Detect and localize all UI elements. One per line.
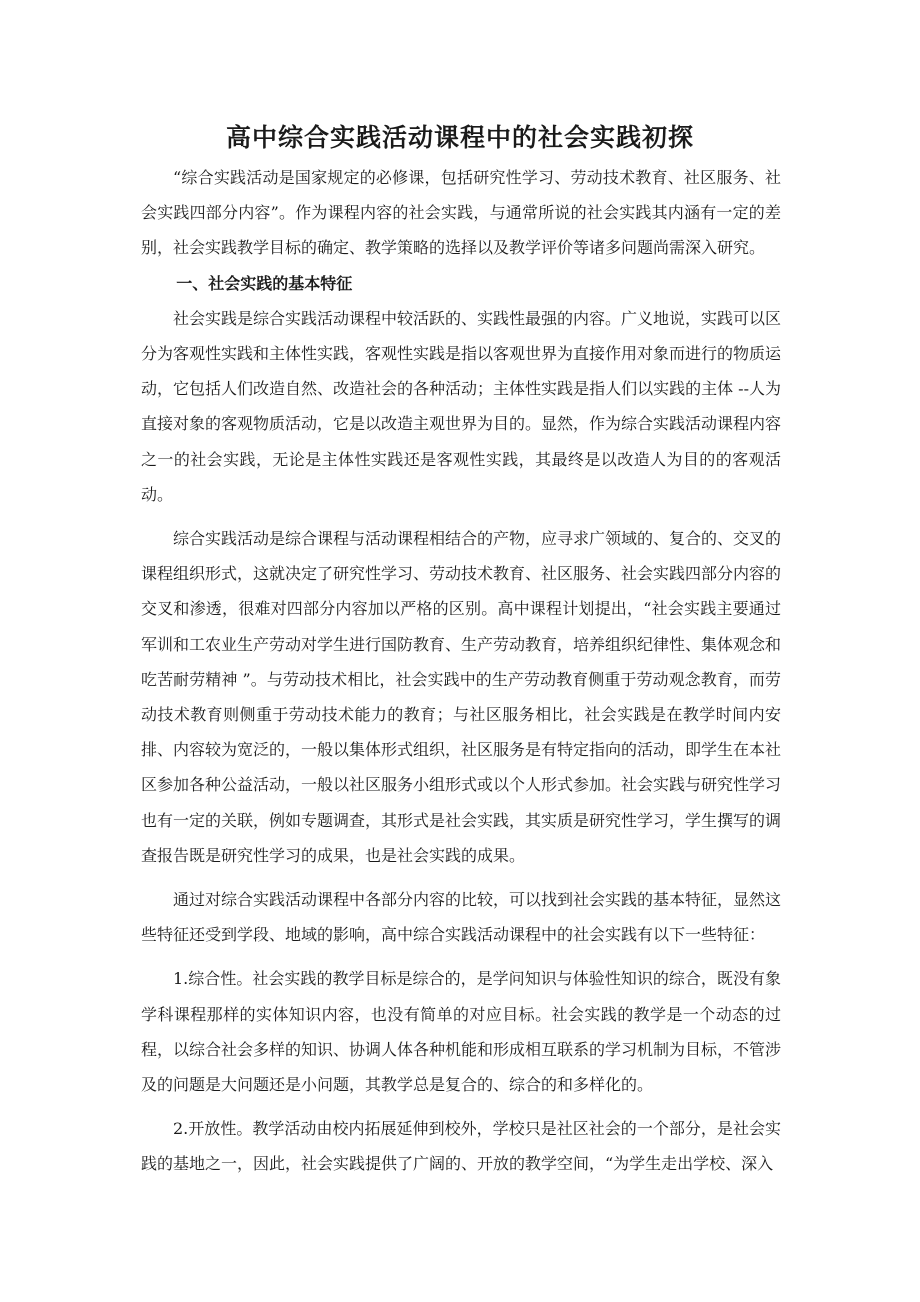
list-item-paragraph: 1.综合性。社会实践的教学目标是综合的，是学问知识与体验性知识的综合，既没有象学科课程那样的实体知识内容，也没有简单的对应目标。社会实践的教学是一个动态的过程，以综合社会多样的知识、协调人体各种机能和形成相互联系的学习机制为目标，不管涉及的问题是大问题还是小问题，其教学总是复合的、综合的和多样化的。 (141, 969, 782, 1095)
document-body (141, 160, 781, 1182)
body-paragraph: 综合实践活动是综合课程与活动课程相结合的产物，应寻求广领域的、复合的、交叉的课程组织形式，这就决定了研究性学习、劳动技术教育、社区服务、社会实践四部分内容的交叉和渗透，很难对四部分内容加以严格的区别。高中课程计划提出，“社会实践主要通过军训和工农业生产劳动对学生进行国防教育、生产劳动教育，培养组织纪律性、集体观念和吃苦耐劳精神 ”。与劳动技术相比，社会实践中的生产劳动教育侧重于劳动观念教育，而劳动技术教育则侧重于劳动技术能力的教育；与社区服务相比，社会实践是在教学时间内安排、内容较为宽泛的，一般以集体形式组织，社区服务是有特定指向的活动，即学生在本社区参加各种公益活动，一般以社区服务小组形式或以个人形式参加。社会实践与研究性学习也有一定的关联，例如专题调查，其形式是社会实践，其实质是研究性学习，学生撰写的调查报告既是研究性学习的成果，也是社会实践的成果。 (141, 529, 782, 865)
body-paragraph: 通过对综合实践活动课程中各部分内容的比较，可以找到社会实践的基本特征，显然这些特征还受到学段、地域的影响，高中综合实践活动课程中的社会实践有以下一些特征： (141, 890, 782, 945)
document-title: 高中综合实践活动课程中的社会实践初探 (225, 123, 694, 152)
intro-paragraph: “综合实践活动是国家规定的必修课，包括研究性学习、劳动技术教育、社区服务、社会实践四部分内容”。作为课程内容的社会实践，与通常所说的社会实践其内涵有一定的差别，社会实践教学目标的确定、教学策略的选择以及教学评价等诸多问题尚需深入研究。 (141, 168, 781, 258)
list-item-paragraph: 2.开放性。教学活动由校内拓展延伸到校外，学校只是社区社会的一个部分，是社会实践的基地之一，因此，社会实践提供了广阔的、开放的教学空间，“为学生走出学校、深入 (141, 1119, 781, 1174)
section-heading: 一、社会实践的基本特征 (176, 273, 353, 293)
body-paragraph: 社会实践是综合实践活动课程中较活跃的、实践性最强的内容。广义地说，实践可以区分为客观性实践和主体性实践，客观性实践是指以客观世界为直接作用对象而进行的物质运动，它包括人们改造自然、改造社会的各种活动；主体性实践是指人们以实践的主体 --人为直接对象的客观物质活动，它是以改造主观世界为目的。显然，作为综合实践活动课程内容之一的社会实践，无论是主体性实践还是客观性实践，其最终是以改造人为目的的客观活动。 (141, 308, 782, 504)
